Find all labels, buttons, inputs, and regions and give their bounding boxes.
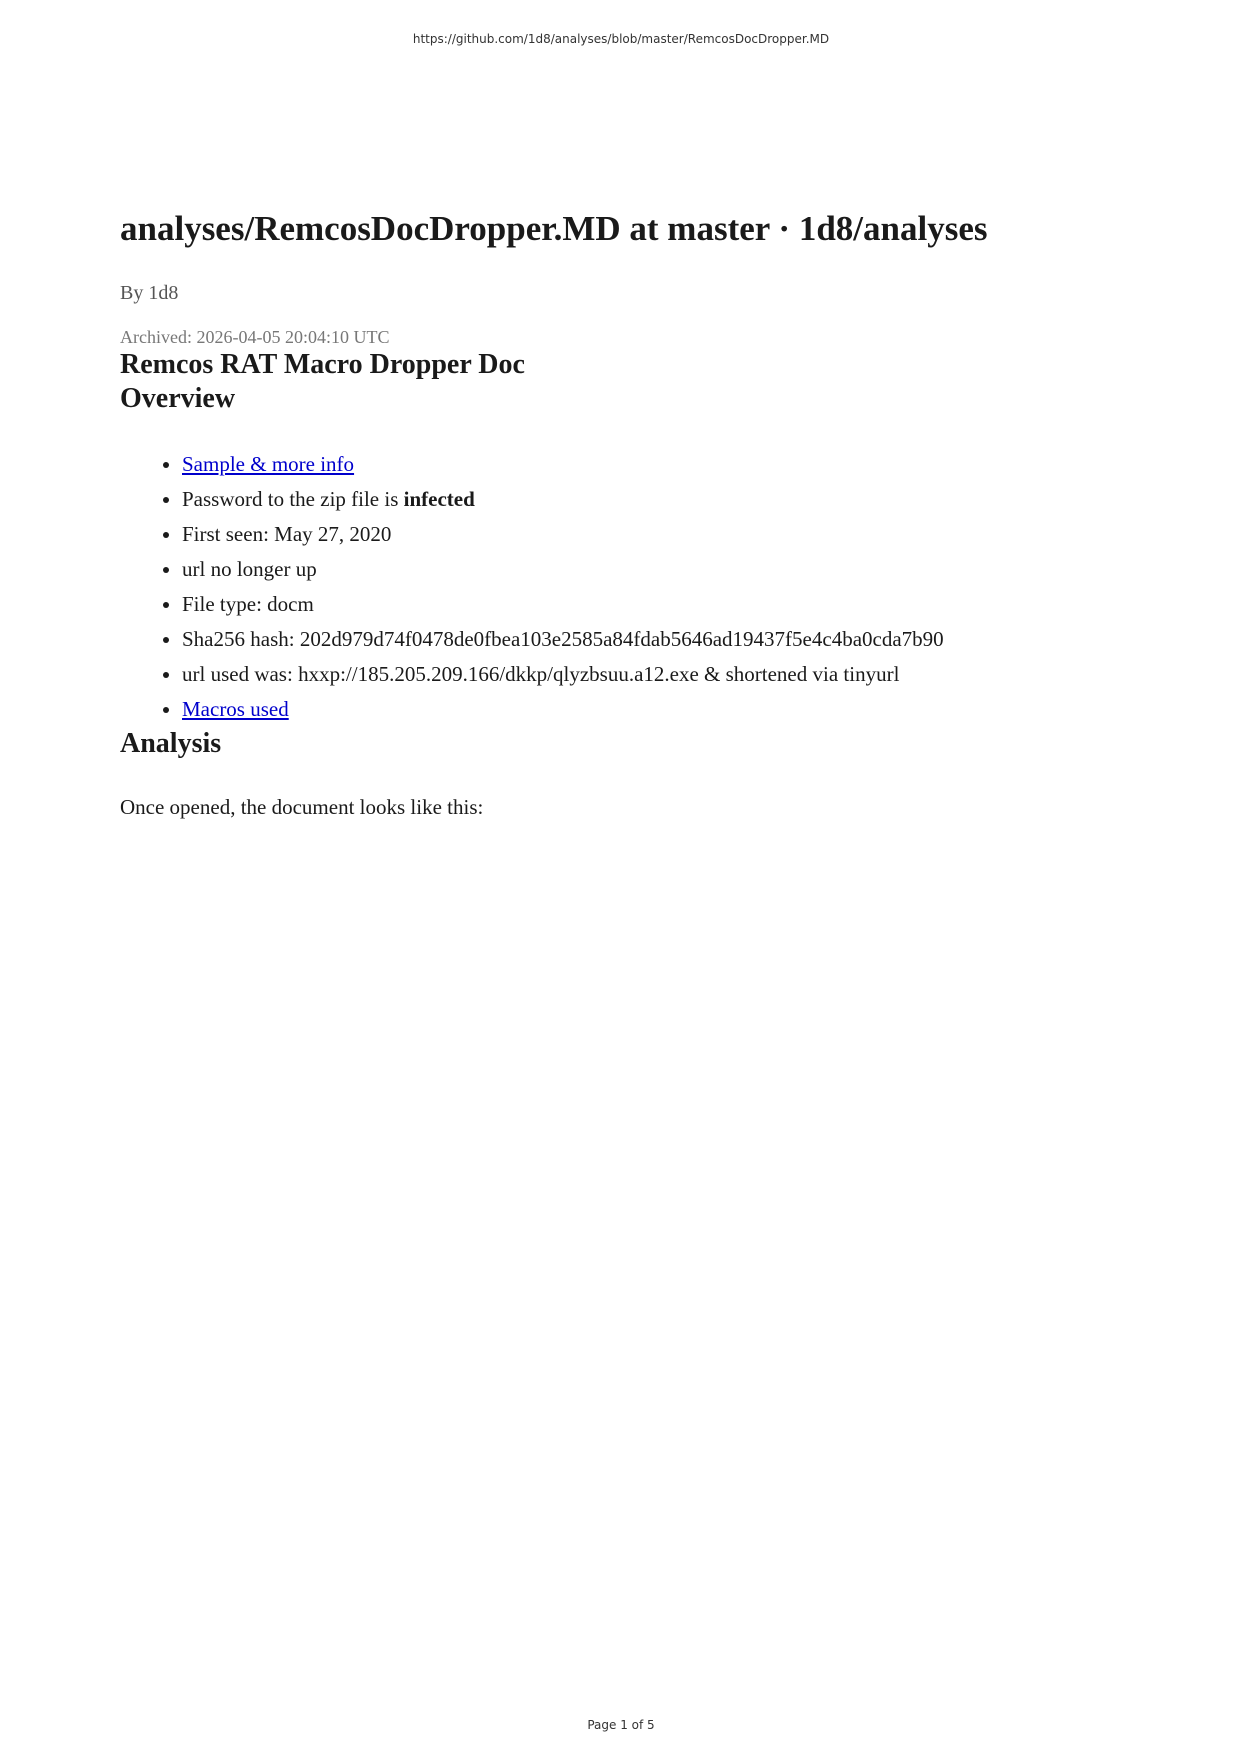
- page-number: Page 1 of 5: [587, 1718, 655, 1732]
- author-byline: By 1d8: [120, 282, 179, 304]
- page-title: analyses/RemcosDocDropper.MD at master · 1d8/analyses: [120, 209, 988, 248]
- sha256-hash-text: Sha256 hash: 202d979d74f0478de0fbea103e2585a84fdab5646ad19437f5e4c4ba0cda7b90: [182, 627, 944, 652]
- url-used-text: url used was: hxxp://185.205.209.166/dkkp/qlyzbsuu.a12.exe & shortened via tinyurl: [182, 662, 900, 687]
- sample-info-link[interactable]: Sample & more info: [182, 452, 355, 477]
- list-item: [182, 657, 1130, 692]
- first-seen-text: First seen: May 27, 2020: [182, 522, 392, 547]
- analysis-paragraph: Once opened, the document looks like this:: [120, 794, 484, 819]
- list-item: [182, 622, 1130, 657]
- password-value: infected: [403, 487, 475, 512]
- list-item: [182, 482, 1130, 517]
- overview-list: [120, 447, 1130, 727]
- list-item: [182, 692, 1130, 727]
- heading-remcos-rat: Remcos RAT Macro Dropper Doc: [120, 349, 525, 380]
- heading-analysis: Analysis: [120, 728, 222, 760]
- url-status-text: url no longer up: [182, 557, 317, 582]
- page-url-header: https://github.com/1d8/analyses/blob/master/RemcosDocDropper.MD: [412, 32, 830, 46]
- article-content: [120, 208, 1130, 820]
- macros-used-link[interactable]: Macros used: [182, 697, 289, 722]
- list-item: [182, 587, 1130, 622]
- archived-timestamp: Archived: 2026-04-05 20:04:10 UTC: [120, 327, 390, 347]
- list-item: [182, 447, 1130, 482]
- list-item: [182, 517, 1130, 552]
- heading-overview: Overview: [120, 382, 236, 414]
- list-item: [182, 552, 1130, 587]
- password-label: Password to the zip file is: [182, 487, 404, 512]
- file-type-text: File type: docm: [182, 592, 314, 617]
